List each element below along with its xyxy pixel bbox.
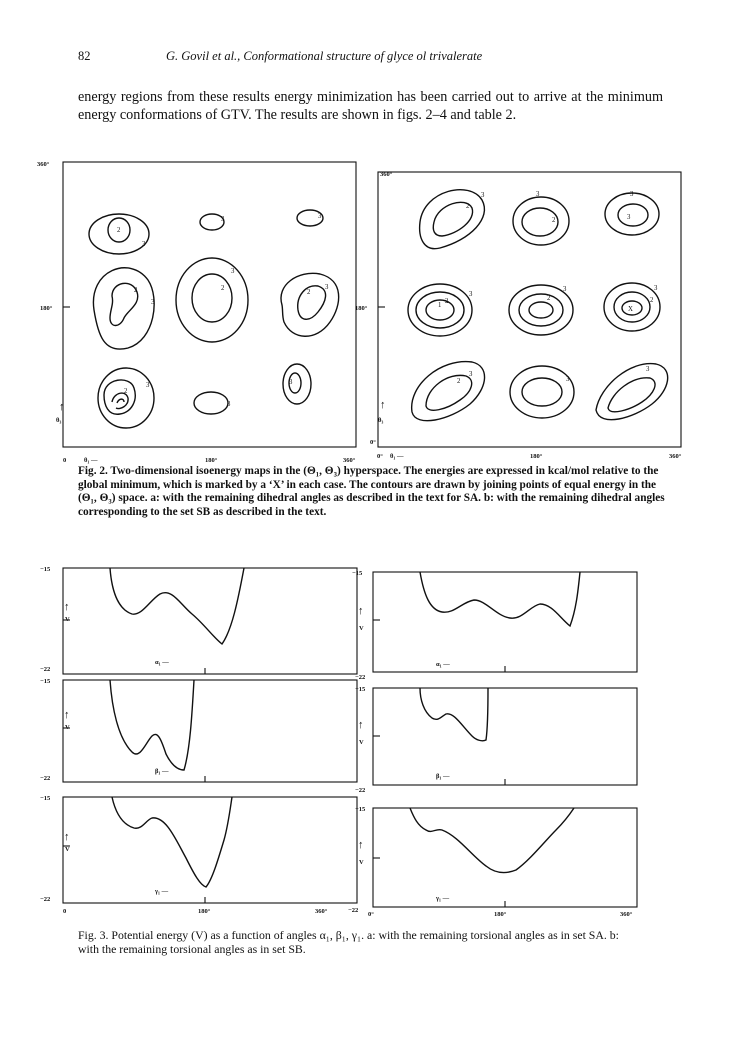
fig2b-label-2: 2 <box>466 203 470 210</box>
fig3b-ybot-2: −22 <box>355 787 366 794</box>
fig2a-xtick-label-180: 180° <box>205 457 218 464</box>
fig2b-label-3: 3 <box>630 191 634 198</box>
fig2a-label-3: 3 <box>325 284 329 291</box>
fig3b-vlabel-1: V <box>359 625 364 632</box>
fig2b-ytick-label-360: 360° <box>380 171 393 178</box>
fig3-caption: Fig. 3. Potential energy (V) as a function of angles α₁, β₁, γ₁. a: with the remaining torsional angles as in set SA. b: with the remaining torsional angles as in set SB. <box>78 928 619 956</box>
fig2a-label-3: 3 <box>151 299 155 306</box>
fig3a-ybot-1: −22 <box>40 666 51 673</box>
fig3b-ytop-2: −15 <box>355 686 366 693</box>
fig2a-label-3: 3 <box>221 216 225 223</box>
fig2b-label-2: 2 <box>650 297 654 304</box>
fig2a-label-3: 3 <box>231 268 235 275</box>
fig3a-ytop-2: −15 <box>40 678 51 685</box>
fig3a-ytop-1: −15 <box>40 566 51 573</box>
fig2a-label-2: 2 <box>117 227 121 234</box>
fig3b-vlabel-3: V <box>359 859 364 866</box>
fig3b-label-alpha: α₁ — <box>436 661 450 668</box>
fig2-caption: Fig. 2. Two-dimensional isoenergy maps in the (Θ₁, Θ₃) hyperspace. The energies are expressed in kcal/mol relative to the global minimum, which is marked by a ‘X’ in each case. The contours are drawn by joining points of equal energy in the (Θ₁, Θ₃) space. a: with the remaining dihedral angles as described in the text for SA. b: with the remaining dihedral angles corresponding to the set SB as described in the text. <box>78 465 665 518</box>
fig3a-vlabel-3: V <box>65 846 70 853</box>
fig3b-label-gamma: γ₁ — <box>436 895 450 902</box>
fig2b-label-2: 2 <box>547 295 551 302</box>
fig2b-label-3: 3 <box>536 191 540 198</box>
fig3a-panels <box>40 566 357 915</box>
body-paragraph: energy regions from these results energy minimization has been carried out to arrive at the minimum energy conformations of GTV. The results are shown in figs. 2–4 and table 2. <box>78 89 663 123</box>
fig2b-label-2: 2 <box>445 298 449 305</box>
fig2b-label-3: 3 <box>469 371 473 378</box>
fig2a-yaxis-arrow: ↑ <box>59 401 65 413</box>
fig3a-arrow-2: ↑ <box>64 709 70 721</box>
fig3a-xtick-360: 360° <box>315 908 328 915</box>
fig2b-label-x: X <box>628 306 633 313</box>
fig2a-label-3: 3 <box>227 401 231 408</box>
fig3b-ytop-3: −15 <box>355 806 366 813</box>
fig3a-ytop-3: −15 <box>40 795 51 802</box>
fig3a-beta-curve <box>110 680 194 770</box>
fig2b-label-3: 3 <box>627 214 631 221</box>
fig2a-label-3: 3 <box>289 379 293 386</box>
fig3b-beta-curve <box>420 688 488 741</box>
fig3a-ybot-3: −22 <box>40 896 51 903</box>
fig2a-label-2: 2 <box>221 285 225 292</box>
fig3a-vlabel-2: V <box>65 724 70 731</box>
fig2b-xtick-label-180: 180° <box>530 453 543 460</box>
fig3b-gamma-curve <box>410 808 574 873</box>
fig2a-xtick-label-0: 0 <box>63 457 67 464</box>
fig2a-label-3: 3 <box>142 241 146 248</box>
fig3a-gamma-curve <box>112 797 232 887</box>
fig3b-xtick-180: 180° <box>494 911 507 918</box>
fig3b-vlabel-2: V <box>359 739 364 746</box>
fig3b-arrow-1: ↑ <box>358 605 364 617</box>
fig2b-label-3: 3 <box>563 286 567 293</box>
fig2b-yaxis-label: θ₃ <box>378 417 384 424</box>
fig3b-ybot-1: −22 <box>355 674 366 681</box>
fig2b-label-1: 1 <box>438 302 442 309</box>
fig3a-arrow-1: ↑ <box>64 601 70 613</box>
fig2b-label-3: 3 <box>654 285 658 292</box>
running-head: G. Govil et al., Conformational structure of glyce ol trivalerate <box>166 49 483 63</box>
fig3a-label-beta: β₁ — <box>155 768 169 775</box>
fig3b-arrow-3: ↑ <box>358 839 364 851</box>
fig2b-label-2: 2 <box>457 378 461 385</box>
fig2b-yaxis-arrow: ↑ <box>380 399 386 411</box>
fig3a-label-gamma: γ₁ — <box>155 888 169 895</box>
fig2a-label-2: 2 <box>134 287 138 294</box>
fig2b-label-3: 3 <box>566 376 570 383</box>
fig2b-xtick-label-0: 0° <box>377 453 383 460</box>
fig3b-ybot-3: −22 <box>348 907 359 914</box>
fig2b-label-3: 3 <box>646 366 650 373</box>
fig3a-xtick-180: 180° <box>198 908 211 915</box>
fig3b-panels <box>348 570 637 918</box>
fig3a-xtick-0: 0 <box>63 908 67 915</box>
fig3a-alpha-curve <box>110 568 244 644</box>
fig2a-yaxis-label: θ₃ <box>56 417 62 424</box>
fig3b-xtick-0: 0° <box>368 911 374 918</box>
fig2a-label-2: 2 <box>124 388 128 395</box>
fig3a-vlabel-1: V <box>65 616 70 623</box>
fig3b-arrow-2: ↑ <box>358 719 364 731</box>
fig2b-label-3: 3 <box>469 291 473 298</box>
fig2b-ytick-label-0: 0° <box>370 439 376 446</box>
fig3b-ytop-1: −15 <box>352 570 363 577</box>
fig2b-label-2: 2 <box>552 217 556 224</box>
fig2b-xtick-label-360: 360° <box>669 453 682 460</box>
fig2a-xaxis-label: θ₁ — <box>84 457 98 464</box>
fig2a-label-3: 3 <box>318 213 322 220</box>
fig3b-label-beta: β₁ — <box>436 773 450 780</box>
fig3a-label-alpha: α₁ — <box>155 659 169 666</box>
fig2b-ytick-label-180: 180° <box>355 305 368 312</box>
fig2a-ytick-label-180: 180° <box>40 305 53 312</box>
fig2a-label-2: 2 <box>307 289 311 296</box>
fig3b-alpha-curve <box>420 572 580 626</box>
fig2b-label-3: 3 <box>481 192 485 199</box>
fig3a-arrow-3: ↑ <box>64 831 70 843</box>
fig3b-xtick-360: 360° <box>620 911 633 918</box>
fig2a-label-3: 3 <box>146 382 150 389</box>
page-number: 82 <box>78 49 91 63</box>
fig2a-xtick-label-360: 360° <box>343 457 356 464</box>
fig2a-ytick-label-360: 360° <box>37 161 50 168</box>
fig3a-ybot-2: −22 <box>40 775 51 782</box>
fig2b-xaxis-label: θ₁ — <box>390 453 404 460</box>
